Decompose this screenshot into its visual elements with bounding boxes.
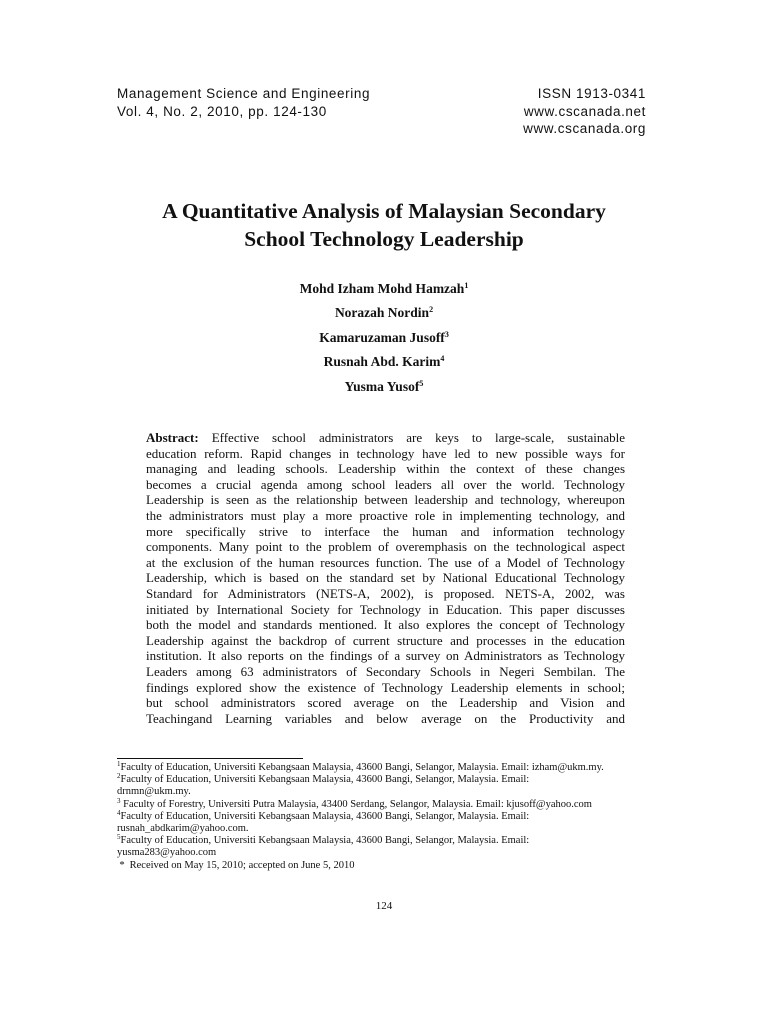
author-list <box>184 277 584 399</box>
abstract-line: Teachingand Learning variables and below average on the Productivity and <box>146 710 625 726</box>
url-net[interactable]: www.cscanada.net <box>523 103 646 119</box>
abstract-line: more specifically strive to interface the human and information technology <box>146 523 625 539</box>
footnote-3: $^3$ Faculty of Forestry, Universiti Putra Malaysia, 43400 Serdang, Selangor, Malaysia. Email: kjusoff@yahoo.com <box>117 796 592 810</box>
footnote-5-cont: yusma283@yahoo.com <box>117 847 217 859</box>
footnote-4-cont: rusnah_abdkarim@yahoo.com. <box>117 823 249 835</box>
footnote-2-cont: drnmn@ukm.my. <box>117 786 191 798</box>
footnotes <box>117 762 677 872</box>
footnote-5: $^5$Faculty of Education, Universiti Kebangsaan Malaysia, 43600 Bangi, Selangor, Malaysia. Email: <box>117 833 530 847</box>
abstract-line: components. Many point to the problem of overemphasis on the technological aspect <box>146 539 625 555</box>
paper-title <box>100 197 668 253</box>
footnote-2: $^2$Faculty of Education, Universiti Kebangsaan Malaysia, 43600 Bangi, Selangor, Malaysia. Email: <box>117 772 530 786</box>
abstract-line: Leadership is seen as the relationship between leadership and technology, whereupon <box>146 492 625 508</box>
received-note: * Received on May 15, 2010; accepted on June 5, 2010 <box>117 860 677 872</box>
abstract-line: managing and leading schools. Leadership within the context of these changes <box>146 461 625 477</box>
page-number: 124 <box>375 900 393 912</box>
abstract-line: becomes a crucial agenda among school leaders all over the world. Technology <box>146 476 625 492</box>
title-line-1: A Quantitative Analysis of Malaysian Secondary <box>162 199 606 223</box>
author-4: Rusnah Abd. Karim$^4$ <box>323 354 445 370</box>
abstract-line: at the exclusion of the human resources function. The use of a Model of Technology <box>146 554 625 570</box>
abstract-label: Abstract: <box>146 430 199 445</box>
issn: ISSN 1913-0341 <box>537 86 646 101</box>
author-mark: 4 <box>440 354 445 364</box>
abstract-line: institution. It also reports on the findings of a survey on Administrators as Technology <box>146 648 625 664</box>
abstract-line: both the model and standards mentioned. It also explores the concept of Technology <box>146 617 625 633</box>
journal-header-left <box>117 85 370 120</box>
journal-header-right <box>505 85 646 138</box>
author-mark: 1 <box>464 281 469 290</box>
abstract-line: but school administrators scored average on the Leadership and Vision and <box>146 695 625 711</box>
abstract-line: initiated by International Society for Technology in Education. This paper discusses <box>146 601 625 617</box>
author-2: Norazah Nordin$^2$ <box>334 305 434 321</box>
abstract-line: education reform. Rapid changes in technology have led to new possible ways for <box>146 445 625 461</box>
abstract-line: Abstract: Effective school administrators are keys to large-scale, sustainable <box>146 430 625 445</box>
volume-info: Vol. 4, No. 2, 2010, pp. 124-130 <box>117 103 327 119</box>
abstract-line: findings explored show the existence of Technology Leadership elements in school; <box>146 679 625 695</box>
abstract-line: Leadership, which is based on the standard set by National Educational Technology <box>146 570 625 586</box>
abstract-line: Standard for Administrators (NETS-A, 2002), is proposed. NETS-A, 2002, was <box>146 585 625 601</box>
author-1: Mohd Izham Mohd Hamzah$^1$ <box>299 281 469 296</box>
url-org[interactable]: www.cscanada.org <box>523 121 646 136</box>
title-line-2: School Technology Leadership <box>244 227 524 251</box>
journal-name: Management Science and Engineering <box>117 86 371 101</box>
abstract-line: Leadership against the backdrop of current structure and processes in the education <box>146 632 625 648</box>
abstract-line: the administrators must play a more proactive role in implementing technology, and <box>146 507 625 523</box>
footnote-divider <box>117 758 303 759</box>
abstract <box>146 430 625 726</box>
author-mark: 3 <box>444 329 449 339</box>
author-5: Yusma Yusof$^5$ <box>344 378 424 394</box>
author-mark: 2 <box>429 305 434 315</box>
footnote-4: $^4$Faculty of Education, Universiti Kebangsaan Malaysia, 43600 Bangi, Selangor, Malaysia. Email: <box>117 808 530 822</box>
footnote-1: $^1$Faculty of Education, Universiti Kebangsaan Malaysia, 43600 Bangi, Selangor, Malaysia. Email: izham@ukm.my. <box>117 760 604 773</box>
author-3: Kamaruzaman Jusoff$^3$ <box>319 329 449 345</box>
abstract-line: Leaders among 63 administrators of Secondary Schools in Negeri Sembilan. The <box>146 663 625 679</box>
star-icon: * <box>119 859 125 871</box>
author-mark: 5 <box>419 378 424 388</box>
